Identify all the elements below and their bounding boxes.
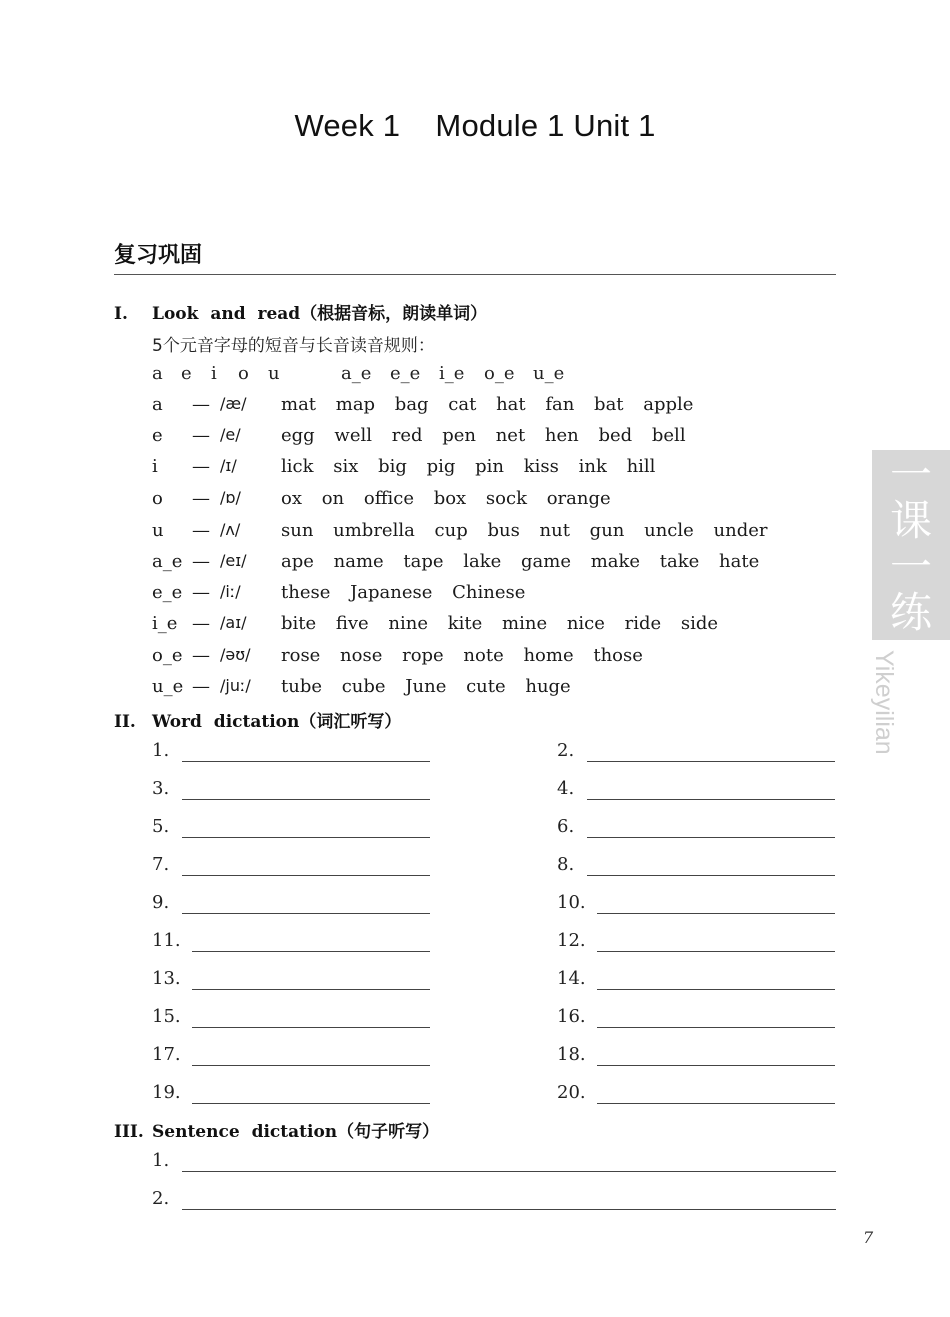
phonics-row-i bbox=[152, 456, 842, 487]
vowel-long: a_e bbox=[341, 363, 372, 384]
item-number: 12. bbox=[557, 930, 586, 951]
answer-line[interactable] bbox=[192, 989, 430, 990]
phonics-words: bite five nine kite mine nice ride side bbox=[281, 613, 719, 634]
side-tab-char: 一 bbox=[889, 450, 932, 499]
vowel-short: a bbox=[152, 363, 163, 384]
word-dictation-item bbox=[557, 740, 837, 770]
phonics-dash: — bbox=[192, 425, 210, 446]
word-dictation-item bbox=[152, 1006, 432, 1036]
phonics-dash: — bbox=[192, 394, 210, 415]
section-3-heading bbox=[114, 1117, 439, 1142]
phonics-ipa: /juː/ bbox=[220, 676, 251, 695]
phonics-letter: a bbox=[152, 394, 163, 415]
phonics-letter: o bbox=[152, 488, 163, 509]
phonics-letter: u_e bbox=[152, 676, 184, 697]
answer-line[interactable] bbox=[597, 1065, 835, 1066]
item-number: 15. bbox=[152, 1006, 181, 1027]
phonics-ipa: /e/ bbox=[220, 425, 241, 444]
word-dictation-item bbox=[557, 1082, 837, 1112]
answer-line[interactable] bbox=[182, 837, 430, 838]
item-number: 7. bbox=[152, 854, 170, 875]
phonics-words: ox on office box sock orange bbox=[281, 488, 611, 509]
item-number: 1. bbox=[152, 740, 170, 761]
phonics-letter: o_e bbox=[152, 645, 183, 666]
phonics-dash: — bbox=[192, 645, 210, 666]
section-2-heading bbox=[114, 707, 401, 732]
phonics-dash: — bbox=[192, 488, 210, 509]
section-2-title-cn: （词汇听写） bbox=[299, 712, 402, 732]
phonics-words: these Japanese Chinese bbox=[281, 582, 526, 603]
phonics-ipa: /æ/ bbox=[220, 394, 247, 413]
phonics-row-o_e bbox=[152, 645, 842, 676]
side-tab-latin: Yikeyilian bbox=[870, 650, 898, 755]
phonics-words: rose nose rope note home those bbox=[281, 645, 643, 666]
answer-line[interactable] bbox=[587, 837, 835, 838]
word-dictation-item bbox=[152, 1044, 432, 1074]
vowel-long: e_e bbox=[390, 363, 421, 384]
item-number: 20. bbox=[557, 1082, 586, 1103]
item-number: 9. bbox=[152, 892, 170, 913]
item-number: 5. bbox=[152, 816, 170, 837]
answer-line[interactable] bbox=[192, 1103, 430, 1104]
answer-line[interactable] bbox=[182, 799, 430, 800]
page-title: Week 1 Module 1 Unit 1 bbox=[294, 108, 656, 143]
answer-line[interactable] bbox=[587, 875, 835, 876]
section-1-subtitle: 5个元音字母的短音与长音读音规则： bbox=[152, 336, 435, 356]
word-dictation-item bbox=[557, 968, 837, 998]
word-dictation-item bbox=[152, 892, 432, 922]
item-number: 14. bbox=[557, 968, 586, 989]
item-number: 13. bbox=[152, 968, 181, 989]
phonics-ipa: /ɒ/ bbox=[220, 488, 241, 507]
answer-line[interactable] bbox=[182, 1171, 836, 1172]
item-number: 2. bbox=[557, 740, 575, 761]
phonics-letter: i_e bbox=[152, 613, 178, 634]
phonics-words: lick six big pig pin kiss ink hill bbox=[281, 456, 656, 477]
side-tab bbox=[872, 450, 950, 640]
phonics-letter: e_e bbox=[152, 582, 183, 603]
section-1-title-cn: （根据音标，朗读单词） bbox=[300, 304, 488, 324]
answer-line[interactable] bbox=[597, 989, 835, 990]
answer-line[interactable] bbox=[192, 1065, 430, 1066]
answer-line[interactable] bbox=[597, 913, 835, 914]
word-dictation-item bbox=[557, 892, 837, 922]
item-number: 4. bbox=[557, 778, 575, 799]
answer-line[interactable] bbox=[182, 875, 430, 876]
answer-line[interactable] bbox=[587, 761, 835, 762]
phonics-words: tube cube June cute huge bbox=[281, 676, 571, 697]
phonics-row-a bbox=[152, 394, 842, 425]
word-dictation-item bbox=[152, 854, 432, 884]
word-dictation-item bbox=[557, 816, 837, 846]
phonics-letter: a_e bbox=[152, 551, 183, 572]
word-dictation-item bbox=[152, 930, 432, 960]
item-number: 3. bbox=[152, 778, 170, 799]
phonics-words: egg well red pen net hen bed bell bbox=[281, 425, 686, 446]
item-number: 18. bbox=[557, 1044, 586, 1065]
phonics-row-o bbox=[152, 488, 842, 519]
side-tab-char: 练 bbox=[889, 588, 932, 637]
phonics-row-u_e bbox=[152, 676, 842, 707]
answer-line[interactable] bbox=[182, 761, 430, 762]
phonics-ipa: /aɪ/ bbox=[220, 613, 247, 632]
sentence-dictation-item bbox=[152, 1188, 838, 1218]
section-3-title-en: Sentence dictation bbox=[152, 1122, 338, 1142]
item-number: 8. bbox=[557, 854, 575, 875]
vowel-long: u_e bbox=[533, 363, 565, 384]
phonics-dash: — bbox=[192, 582, 210, 603]
answer-line[interactable] bbox=[597, 951, 835, 952]
phonics-row-u bbox=[152, 520, 842, 551]
section-1-number: I. bbox=[114, 304, 128, 324]
phonics-row-a_e bbox=[152, 551, 842, 582]
phonics-ipa: /ɪ/ bbox=[220, 456, 237, 475]
vowel-long: i_e bbox=[439, 363, 465, 384]
word-dictation-item bbox=[152, 740, 432, 770]
item-number: 6. bbox=[557, 816, 575, 837]
page-number: 7 bbox=[863, 1228, 874, 1247]
item-number: 1. bbox=[152, 1150, 170, 1171]
side-tab-char: 一 bbox=[889, 542, 932, 591]
word-dictation-item bbox=[152, 968, 432, 998]
item-number: 17. bbox=[152, 1044, 181, 1065]
phonics-ipa: /eɪ/ bbox=[220, 551, 247, 570]
answer-line[interactable] bbox=[192, 951, 430, 952]
answer-line[interactable] bbox=[587, 799, 835, 800]
word-dictation-item bbox=[152, 778, 432, 808]
phonics-dash: — bbox=[192, 456, 210, 477]
phonics-dash: — bbox=[192, 613, 210, 634]
phonics-row-e bbox=[152, 425, 842, 456]
vowel-short: u bbox=[268, 363, 280, 384]
section-2-title-en: Word dictation bbox=[152, 712, 300, 732]
phonics-row-e_e bbox=[152, 582, 842, 613]
side-tab-char: 课 bbox=[889, 496, 932, 545]
word-dictation-item bbox=[152, 1082, 432, 1112]
section-1-heading bbox=[114, 299, 487, 324]
section-3-number: III. bbox=[114, 1122, 144, 1142]
word-dictation-item bbox=[557, 930, 837, 960]
review-heading: 复习巩固 bbox=[114, 243, 203, 268]
vowel-short: o bbox=[238, 363, 249, 384]
vowel-short: e bbox=[181, 363, 192, 384]
word-dictation-item bbox=[152, 816, 432, 846]
phonics-words: ape name tape lake game make take hate bbox=[281, 551, 760, 572]
item-number: 10. bbox=[557, 892, 586, 913]
answer-line[interactable] bbox=[192, 1027, 430, 1028]
item-number: 2. bbox=[152, 1188, 170, 1209]
vowel-short: i bbox=[211, 363, 217, 384]
word-dictation-item bbox=[557, 778, 837, 808]
heading-divider bbox=[114, 274, 836, 275]
phonics-ipa: /iː/ bbox=[220, 582, 241, 601]
phonics-dash: — bbox=[192, 551, 210, 572]
phonics-ipa: /əʊ/ bbox=[220, 645, 251, 664]
word-dictation-item bbox=[557, 1044, 837, 1074]
sentence-dictation-item bbox=[152, 1150, 838, 1180]
phonics-row-i_e bbox=[152, 613, 842, 644]
section-3-title-cn: （句子听写） bbox=[337, 1122, 440, 1142]
phonics-dash: — bbox=[192, 676, 210, 697]
word-dictation-item bbox=[557, 1006, 837, 1036]
phonics-words: sun umbrella cup bus nut gun uncle under bbox=[281, 520, 768, 541]
word-dictation-item bbox=[557, 854, 837, 884]
answer-line[interactable] bbox=[597, 1027, 835, 1028]
vowels-row bbox=[152, 363, 752, 394]
item-number: 16. bbox=[557, 1006, 586, 1027]
section-2-number: II. bbox=[114, 712, 136, 732]
answer-line[interactable] bbox=[182, 913, 430, 914]
item-number: 19. bbox=[152, 1082, 181, 1103]
phonics-letter: i bbox=[152, 456, 158, 477]
phonics-letter: e bbox=[152, 425, 163, 446]
phonics-letter: u bbox=[152, 520, 164, 541]
vowel-long: o_e bbox=[484, 363, 515, 384]
section-1-title-en: Look and read bbox=[152, 304, 301, 324]
answer-line[interactable] bbox=[597, 1103, 835, 1104]
phonics-dash: — bbox=[192, 520, 210, 541]
phonics-ipa: /ʌ/ bbox=[220, 520, 241, 539]
phonics-words: mat map bag cat hat fan bat apple bbox=[281, 394, 694, 415]
answer-line[interactable] bbox=[182, 1209, 836, 1210]
item-number: 11. bbox=[152, 930, 181, 951]
